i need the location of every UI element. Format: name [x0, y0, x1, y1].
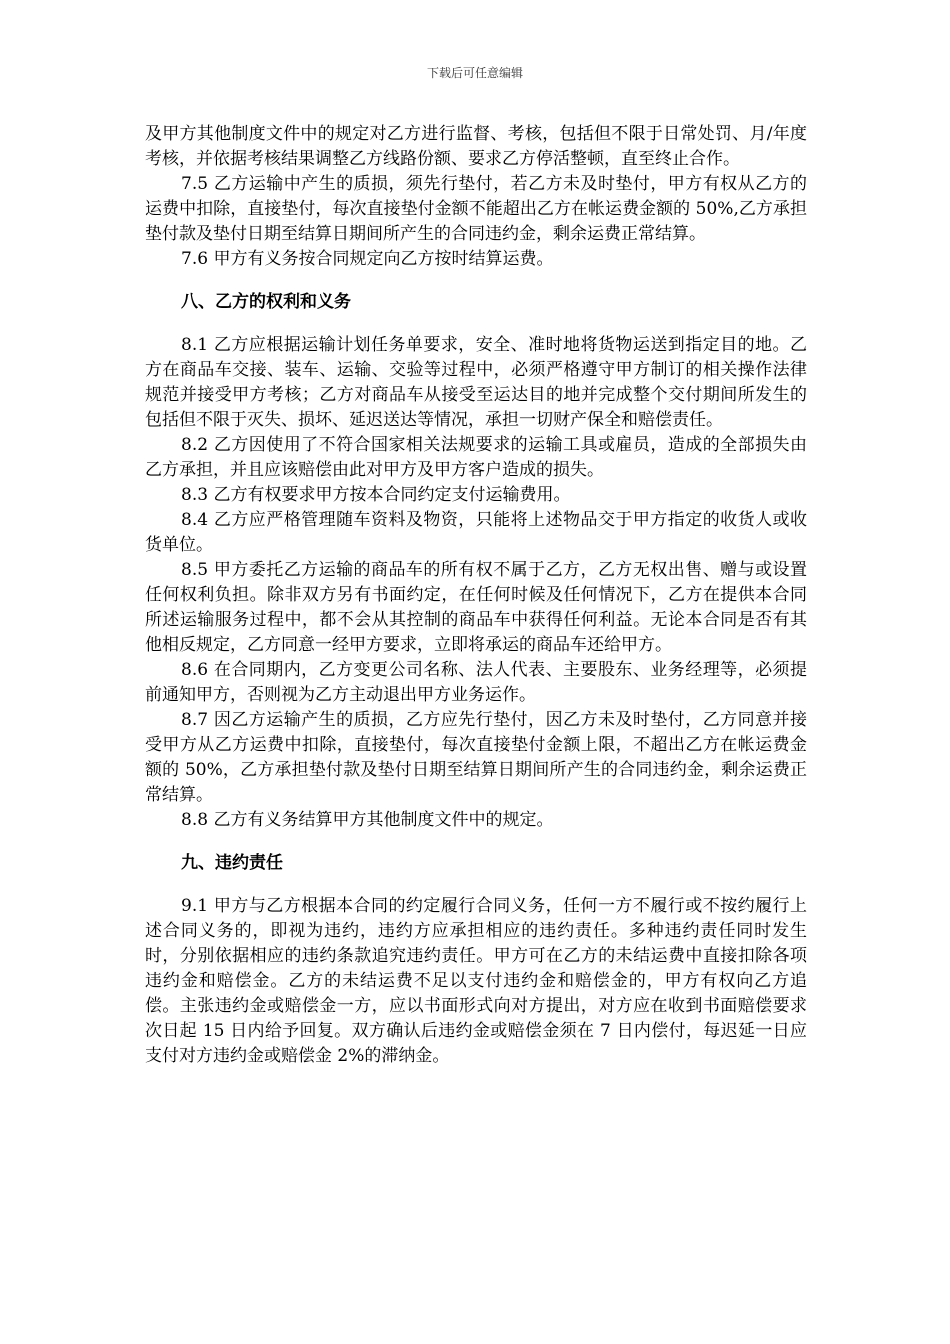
- paragraph-8-8: 8.8 乙方有义务结算甲方其他制度文件中的规定。: [181, 810, 554, 830]
- paragraph-8-5: 8.5 甲方委托乙方运输的商品车的所有权不属于乙方，乙方无权出售、赠与或设置任何权利负担。除非双方另有书面约定，在任何时候及任何情况下，乙方在提供本合同所述运输服务过程中，都不会从其控制的商品车中获得任何利益。无论本合同是否有其他相反规定，乙方同意一经甲方要求，立即将承运的商品车还给甲方。: [145, 560, 807, 655]
- paragraph-8-2: 8.2 乙方因使用了不符合国家相关法规要求的运输工具或雇员，造成的全部损失由乙方承担，并且应该赔偿由此对甲方及甲方客户造成的损失。: [145, 435, 807, 480]
- paragraph-8-7: 8.7 因乙方运输产生的质损，乙方应先行垫付，因乙方未及时垫付，乙方同意并接受甲方从乙方运费中扣除，直接垫付，每次直接垫付金额上限，不超出乙方在帐运费金额的 50%，乙方承担垫付款及垫付日期至结算日期间所产生的合同违约金，剩余运费正常结算。: [145, 710, 807, 805]
- section-8-heading: 八、乙方的权利和义务: [181, 292, 351, 312]
- paragraph-7-6: 7.6 甲方有义务按合同规定向乙方按时结算运费。: [181, 249, 554, 269]
- paragraph-8-4: 8.4 乙方应严格管理随车资料及物资，只能将上述物品交于甲方指定的收货人或收货单位。: [145, 510, 807, 555]
- paragraph-7-5: 7.5 乙方运输中产生的质损，须先行垫付，若乙方未及时垫付，甲方有权从乙方的运费中扣除，直接垫付，每次直接垫付金额不能超出乙方在帐运费金额的 50%,乙方承担垫付款及垫付日期至结算日期间所产生的合同违约金，剩余运费正常结算。: [145, 174, 807, 244]
- page-header: 下载后可任意编辑: [426, 66, 523, 80]
- section-9-heading: 九、违约责任: [181, 853, 283, 873]
- paragraph-8-1: 8.1 乙方应根据运输计划任务单要求，安全、准时地将货物运送到指定目的地。乙方在商品车交接、装车、运输、交验等过程中，必须严格遵守甲方制订的相关操作法律规范并接受甲方考核；乙方对商品车从接受至运达目的地并完成整个交付期间所发生的包括但不限于灭失、损坏、延迟送达等情况，承担一切财产保全和赔偿责任。: [145, 335, 807, 430]
- document-body: [145, 122, 807, 1069]
- paragraph-9-1: 9.1 甲方与乙方根据本合同的约定履行合同义务，任何一方不履行或不按约履行上述合同义务的，即视为违约，违约方应承担相应的违约责任。多种违约责任同时发生时，分别依据相应的违约条款追究违约责任。甲方可在乙方的未结运费中直接扣除各项违约金和赔偿金。乙方的未结运费不足以支付违约金和赔偿金的，甲方有权向乙方追偿。主张违约金或赔偿金一方，应以书面形式向对方提出，对方应在收到书面赔偿要求次日起 15 日内给予回复。双方确认后违约金或赔偿金须在 7 日内偿付，每迟延一日应支付对方违约金或赔偿金 2%的滞纳金。: [145, 896, 807, 1066]
- paragraph-8-6: 8.6 在合同期内，乙方变更公司名称、法人代表、主要股东、业务经理等，必须提前通知甲方，否则视为乙方主动退出甲方业务运作。: [145, 660, 807, 705]
- paragraph-7-4-continued: 及甲方其他制度文件中的规定对乙方进行监督、考核，包括但不限于日常处罚、月/年度考核，并依据考核结果调整乙方线路份额、要求乙方停活整顿，直至终止合作。: [145, 124, 807, 169]
- paragraph-8-3: 8.3 乙方有权要求甲方按本合同约定支付运输费用。: [181, 485, 571, 505]
